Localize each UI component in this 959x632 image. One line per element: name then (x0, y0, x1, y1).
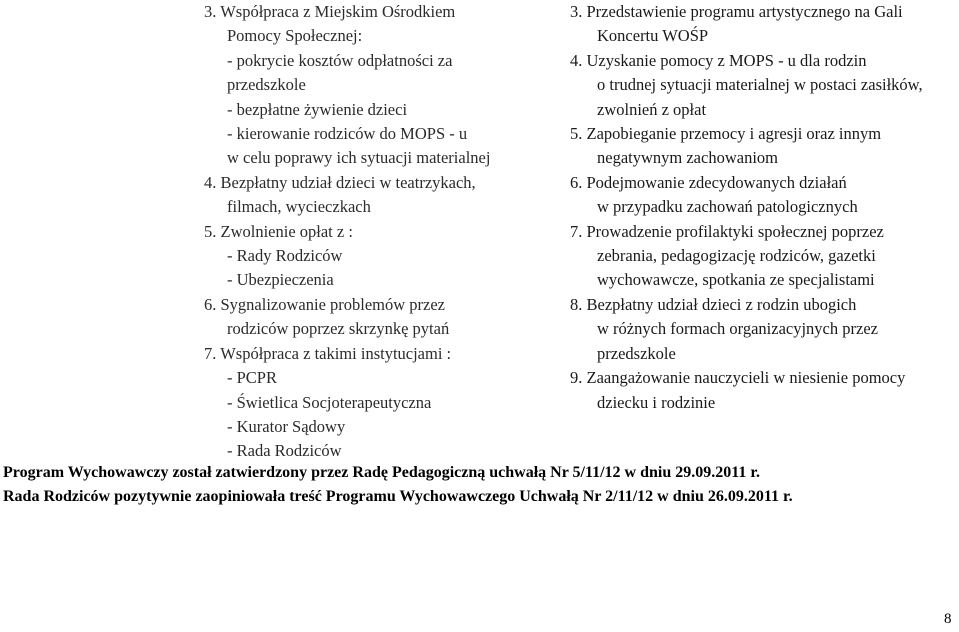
left-continuation-line: rodziców poprzez skrzynkę pytań (227, 319, 450, 339)
right-list-item: 8. Bezpłatny udział dzieci z rodzin ubogich (570, 294, 857, 314)
right-list-item: 3. Przedstawienie programu artystycznego na Gali (570, 2, 903, 21)
left-continuation-line: Pomocy Społecznej: (227, 26, 363, 46)
right-continuation-line: dziecku i rodzinie (597, 392, 716, 412)
right-list-item: 5. Zapobieganie przemocy i agresji oraz innym (570, 124, 882, 144)
right-list-item: 6. Podejmowanie zdecydowanych działań (570, 172, 847, 192)
left-continuation-line: - kierowanie rodziców do MOPS - u (227, 124, 468, 144)
right-column-list (570, 0, 955, 415)
right-continuation-line: zwolnień z opłat (597, 99, 707, 119)
left-continuation-line: filmach, wycieczkach (227, 197, 371, 217)
left-list-item: 6. Sygnalizowanie problemów przez (204, 294, 446, 314)
right-list-item: 4. Uzyskanie pomocy z MOPS - u dla rodzin (570, 50, 867, 70)
left-continuation-line: - PCPR (227, 368, 277, 388)
left-column-list (204, 0, 534, 464)
right-continuation-line: przedszkole (597, 343, 676, 363)
right-continuation-line: zebrania, pedagogizację rodziców, gazetki (597, 246, 876, 266)
right-list-item: 7. Prowadzenie profilaktyki społecznej poprzez (570, 221, 884, 241)
page-number: 8 (944, 611, 952, 627)
left-continuation-line: - Ubezpieczenia (227, 270, 334, 290)
right-continuation-line: negatywnym zachowaniom (597, 148, 778, 168)
right-list-item: 9. Zaangażowanie nauczycieli w niesienie pomocy (570, 368, 906, 388)
left-list-item: 3. Współpraca z Miejskim Ośrodkiem (204, 2, 456, 21)
approval-note-program: Program Wychowawczy został zatwierdzony przez Radę Pedagogiczną uchwałą Nr 5/11/12 w dniu 29.09.2011 r. (3, 464, 760, 481)
right-continuation-line: Koncertu WOŚP (597, 26, 709, 46)
left-continuation-line: - bezpłatne żywienie dzieci (227, 99, 408, 119)
left-list-item: 7. Współpraca z takimi instytucjami : (204, 343, 452, 363)
right-continuation-line: o trudnej sytuacji materialnej w postaci zasiłków, (597, 75, 923, 95)
left-list-item: 5. Zwolnienie opłat z : (204, 221, 353, 241)
left-continuation-line: - Rady Rodziców (227, 246, 343, 266)
right-continuation-line: wychowawcze, spotkania ze specjalistami (597, 270, 875, 290)
left-continuation-line: w celu poprawy ich sytuacji materialnej (227, 148, 491, 168)
right-continuation-line: w różnych formach organizacyjnych przez (597, 319, 878, 339)
left-list-item: 4. Bezpłatny udział dzieci w teatrzykach, (204, 172, 476, 192)
left-continuation-line: - pokrycie kosztów odpłatności za (227, 50, 453, 70)
approval-note-parents-council: Rada Rodziców pozytywnie zaopiniowała treść Programu Wychowawczego Uchwałą Nr 2/11/12 w dniu 26.09.2011 r. (3, 488, 793, 505)
left-continuation-line: - Rada Rodziców (227, 441, 342, 461)
right-continuation-line: w przypadku zachowań patologicznych (597, 197, 858, 217)
left-continuation-line: przedszkole (227, 75, 306, 95)
left-continuation-line: - Kurator Sądowy (227, 416, 346, 436)
left-continuation-line: - Świetlica Socjoterapeutyczna (227, 392, 432, 412)
